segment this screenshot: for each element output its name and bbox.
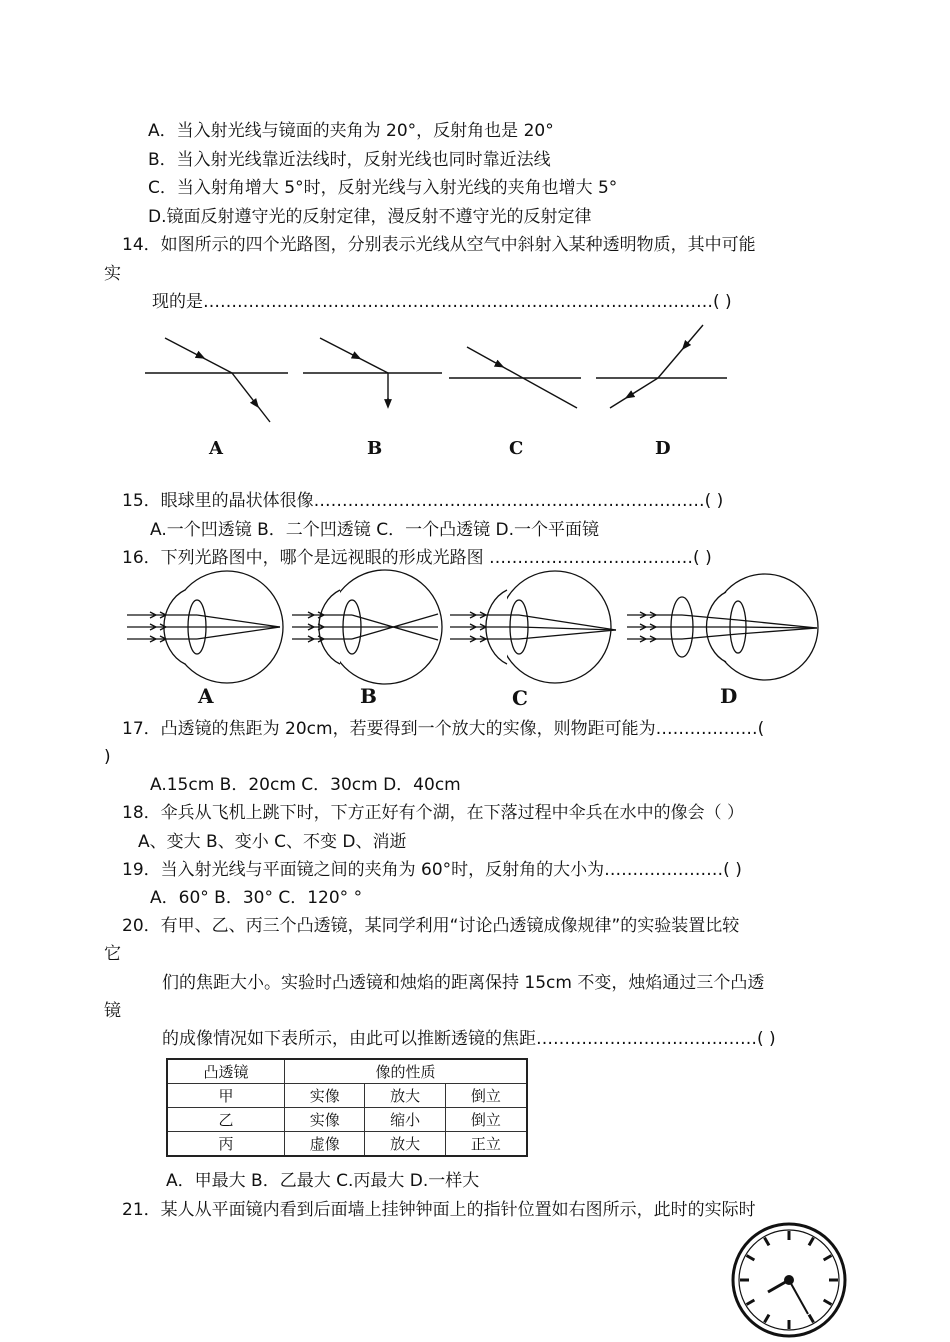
table-row [167, 1108, 527, 1132]
q13-option-a: A．当入射光线与镜面的夹角为 20°，反射角也是 20° [148, 121, 554, 141]
table-cell: 虚像 [285, 1132, 365, 1157]
clock-icon [728, 1222, 852, 1340]
q20-properties-table [166, 1058, 528, 1157]
q14-stem-wrap: 实 [104, 264, 121, 284]
q19-options: A．60° B．30° C．120° ° [150, 888, 363, 908]
q20-stem-wrap: 它 [104, 944, 121, 964]
q17-stem: 17．凸透镜的焦距为 20cm，若要得到一个放大的实像，则物距可能为………………( [122, 719, 765, 739]
q17-stem-wrap: ) [104, 747, 111, 767]
q13-option-b: B．当入射光线靠近法线时，反射光线也同时靠近法线 [148, 150, 551, 170]
table-cell: 乙 [167, 1108, 285, 1132]
q20-stem-line2-wrap: 镜 [104, 1001, 121, 1021]
q16-label-b: B [360, 684, 377, 708]
table-header-cell: 像的性质 [285, 1059, 528, 1084]
q16-eye-a [127, 571, 283, 683]
q13-option-d: D.镜面反射遵守光的反射定律，漫反射不遵守光的反射定律 [148, 207, 592, 227]
q15-options: A.一个凹透镜 B．二个凹透镜 C．一个凸透镜 D.一个平面镜 [150, 520, 599, 540]
table-row [167, 1132, 527, 1157]
q18-stem: 18．伞兵从飞机上跳下时，下方正好有个湖，在下落过程中伞兵在水中的像会（ ） [122, 803, 745, 823]
table-cell: 实像 [285, 1084, 365, 1108]
table-cell: 放大 [365, 1084, 445, 1108]
table-header-row [167, 1059, 527, 1084]
q14-stem: 14．如图所示的四个光路图，分别表示光线从空气中斜射入某种透明物质，其中可能 [122, 235, 756, 255]
q21-stem: 21．某人从平面镜内看到后面墙上挂钟钟面上的指针位置如右图所示，此时的实际时 [122, 1200, 756, 1220]
table-cell: 放大 [365, 1132, 445, 1157]
q16-eye-b [292, 570, 442, 684]
q15-stem: 15．眼球里的晶状体很像……………………………………………………………( ) [122, 491, 724, 511]
table-cell: 倒立 [445, 1108, 527, 1132]
q20-options: A．甲最大 B．乙最大 C.丙最大 D.一样大 [166, 1171, 480, 1191]
q16-label-c: C [512, 686, 528, 710]
q20-stem-line2: 们的焦距大小。实验时凸透镜和烛焰的距离保持 15cm 不变，烛焰通过三个凸透 [162, 973, 765, 993]
table-header-cell: 凸透镜 [167, 1059, 285, 1084]
q16-label-a: A [198, 684, 214, 708]
q13-option-c: C．当入射角增大 5°时，反射光线与入射光线的夹角也增大 5° [148, 178, 618, 198]
table-row [167, 1084, 527, 1108]
q20-stem-line3: 的成像情况如下表所示，由此可以推断透镜的焦距…………………………………( ) [162, 1029, 776, 1049]
q17-options: A.15cm B．20cm C．30cm D．40cm [150, 775, 461, 795]
table-cell: 甲 [167, 1084, 285, 1108]
q14-label-a: A [209, 438, 223, 459]
q16-stem: 16．下列光路图中，哪个是远视眼的形成光路图 ………………………………( ) [122, 548, 712, 568]
q16-eye-c [450, 571, 616, 683]
table-cell: 丙 [167, 1132, 285, 1157]
q16-label-d: D [720, 684, 738, 708]
q14-label-b: B [367, 438, 383, 459]
table-cell: 正立 [445, 1132, 527, 1157]
q14-label-c: C [509, 438, 524, 459]
q20-stem: 20．有甲、乙、丙三个凸透镜，某同学利用“讨论凸透镜成像规律”的实验装置比较 [122, 916, 740, 936]
table-cell: 倒立 [445, 1084, 527, 1108]
q19-stem: 19．当入射光线与平面镜之间的夹角为 60°时，反射角的大小为…………………( ) [122, 860, 742, 880]
q14-stem-line2: 现的是………………………………………………………………………………( ) [152, 292, 732, 312]
q18-options: A、变大 B、变小 C、不变 D、消逝 [138, 832, 407, 852]
q14-label-d: D [655, 438, 671, 459]
q16-eye-d [627, 574, 818, 680]
table-cell: 缩小 [365, 1108, 445, 1132]
table-cell: 实像 [285, 1108, 365, 1132]
